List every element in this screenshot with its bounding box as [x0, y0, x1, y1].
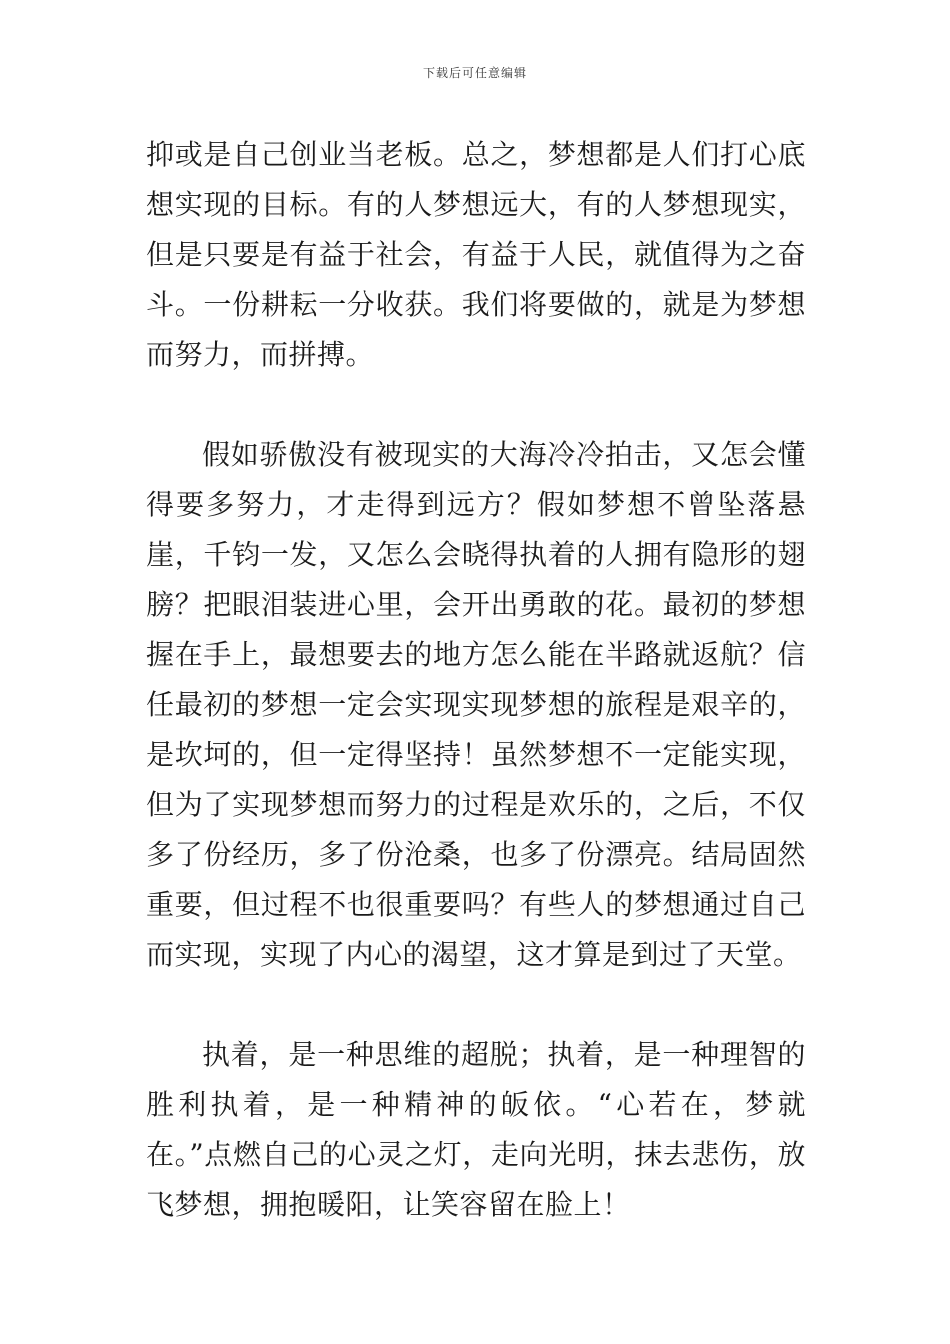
document-body — [146, 130, 806, 1230]
page-header: 下载后可任意编辑 — [422, 66, 527, 80]
paragraph-2: 假如骄傲没有被现实的大海冷冷拍击，又怎会懂得要多努力，才走得到远方？假如梦想不曾坠落悬崖，千钧一发，又怎么会晓得执着的人拥有隐形的翅膀？把眼泪装进心里，会开出勇敢的花。最初的梦想握在手上，最想要去的地方怎么能在半路就返航？信任最初的梦想一定会实现实现梦想的旅程是艰辛的，是坎坷的，但一定得坚持！虽然梦想不一定能实现，但为了实现梦想而努力的过程是欢乐的，之后，不仅多了份经历，多了份沧桑，也多了份漂亮。结局固然重要，但过程不也很重要吗？有些人的梦想通过自己而实现，实现了内心的渴望，这才算是到过了天堂。 — [146, 438, 806, 971]
paragraph-3: 执着，是一种思维的超脱；执着，是一种理智的胜利执着，是一种精神的皈依。“心若在，梦就在。”点燃自己的心灵之灯，走向光明，抹去悲伤，放飞梦想，拥抱暖阳，让笑容留在脸上！ — [146, 1038, 806, 1221]
paragraph-1: 抑或是自己创业当老板。总之，梦想都是人们打心底想实现的目标。有的人梦想远大，有的人梦想现实，但是只要是有益于社会，有益于人民，就值得为之奋斗。一份耕耘一分收获。我们将要做的，就是为梦想而努力，而拼搏。 — [146, 138, 806, 371]
